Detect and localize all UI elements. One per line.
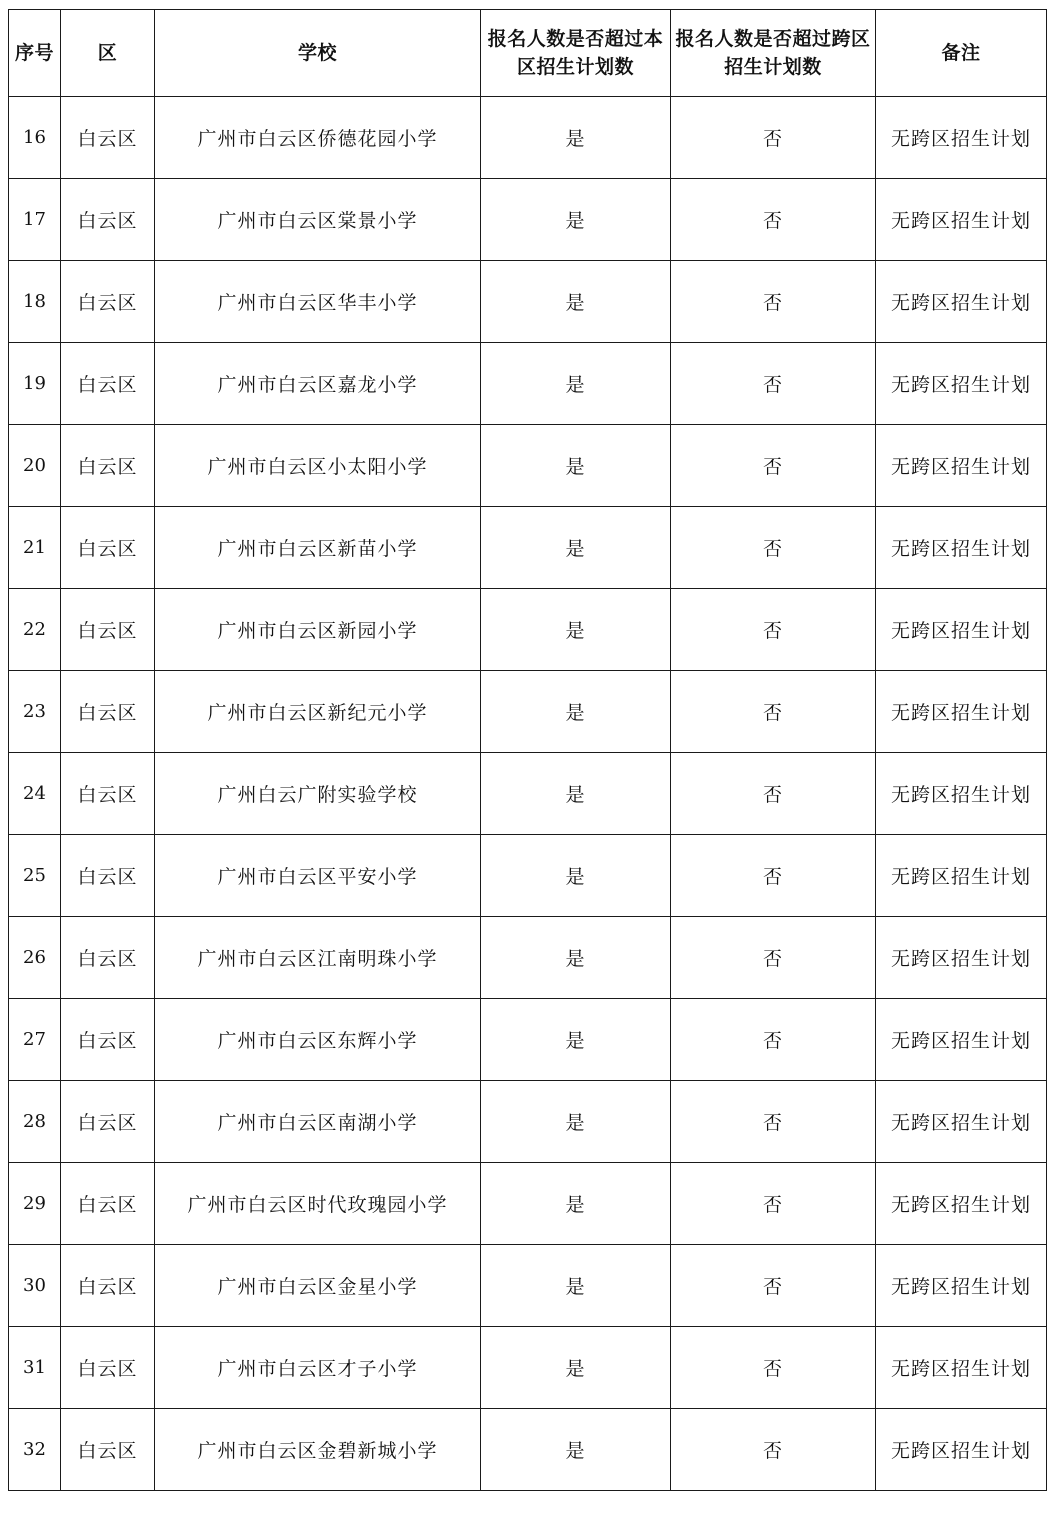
cell-seq: 29 [9, 1163, 61, 1245]
cell-exceed-cross: 否 [671, 425, 876, 507]
cell-seq: 18 [9, 261, 61, 343]
cell-exceed-cross: 否 [671, 343, 876, 425]
cell-seq: 26 [9, 917, 61, 999]
cell-district: 白云区 [61, 1081, 155, 1163]
cell-school: 广州市白云区南湖小学 [155, 1081, 481, 1163]
cell-exceed-local: 是 [481, 835, 671, 917]
cell-note: 无跨区招生计划 [876, 343, 1047, 425]
header-note: 备注 [876, 10, 1047, 97]
table-row [9, 343, 1047, 425]
cell-note: 无跨区招生计划 [876, 507, 1047, 589]
cell-note: 无跨区招生计划 [876, 1327, 1047, 1409]
cell-exceed-local: 是 [481, 589, 671, 671]
cell-exceed-cross: 否 [671, 1163, 876, 1245]
cell-note: 无跨区招生计划 [876, 1409, 1047, 1491]
cell-note: 无跨区招生计划 [876, 589, 1047, 671]
cell-exceed-local: 是 [481, 671, 671, 753]
cell-school: 广州市白云区华丰小学 [155, 261, 481, 343]
cell-exceed-local: 是 [481, 261, 671, 343]
cell-exceed-cross: 否 [671, 261, 876, 343]
cell-exceed-local: 是 [481, 507, 671, 589]
cell-exceed-local: 是 [481, 1409, 671, 1491]
cell-school: 广州市白云区新苗小学 [155, 507, 481, 589]
cell-note: 无跨区招生计划 [876, 97, 1047, 179]
cell-school: 广州市白云区新纪元小学 [155, 671, 481, 753]
cell-exceed-local: 是 [481, 753, 671, 835]
cell-exceed-local: 是 [481, 999, 671, 1081]
table-row [9, 1081, 1047, 1163]
cell-note: 无跨区招生计划 [876, 1081, 1047, 1163]
cell-district: 白云区 [61, 179, 155, 261]
cell-exceed-cross: 否 [671, 917, 876, 999]
cell-exceed-cross: 否 [671, 1081, 876, 1163]
cell-school: 广州市白云区才子小学 [155, 1327, 481, 1409]
table-row [9, 425, 1047, 507]
header-row [9, 10, 1047, 97]
cell-district: 白云区 [61, 999, 155, 1081]
cell-exceed-cross: 否 [671, 1245, 876, 1327]
table-row [9, 917, 1047, 999]
cell-note: 无跨区招生计划 [876, 425, 1047, 507]
table-row [9, 999, 1047, 1081]
cell-seq: 20 [9, 425, 61, 507]
cell-exceed-local: 是 [481, 179, 671, 261]
cell-exceed-cross: 否 [671, 589, 876, 671]
cell-district: 白云区 [61, 835, 155, 917]
cell-exceed-local: 是 [481, 917, 671, 999]
cell-school: 广州市白云区金星小学 [155, 1245, 481, 1327]
cell-exceed-local: 是 [481, 1245, 671, 1327]
cell-note: 无跨区招生计划 [876, 917, 1047, 999]
cell-exceed-local: 是 [481, 1327, 671, 1409]
cell-exceed-local: 是 [481, 1081, 671, 1163]
cell-exceed-local: 是 [481, 425, 671, 507]
cell-district: 白云区 [61, 917, 155, 999]
cell-district: 白云区 [61, 671, 155, 753]
cell-district: 白云区 [61, 507, 155, 589]
table-row [9, 589, 1047, 671]
cell-district: 白云区 [61, 1409, 155, 1491]
cell-exceed-local: 是 [481, 1163, 671, 1245]
cell-exceed-local: 是 [481, 97, 671, 179]
cell-seq: 16 [9, 97, 61, 179]
cell-seq: 21 [9, 507, 61, 589]
cell-exceed-cross: 否 [671, 753, 876, 835]
cell-seq: 28 [9, 1081, 61, 1163]
cell-school: 广州市白云区棠景小学 [155, 179, 481, 261]
cell-district: 白云区 [61, 589, 155, 671]
table-row [9, 1163, 1047, 1245]
cell-seq: 32 [9, 1409, 61, 1491]
cell-note: 无跨区招生计划 [876, 179, 1047, 261]
cell-seq: 25 [9, 835, 61, 917]
cell-exceed-cross: 否 [671, 1327, 876, 1409]
cell-school: 广州市白云区嘉龙小学 [155, 343, 481, 425]
cell-district: 白云区 [61, 261, 155, 343]
cell-seq: 27 [9, 999, 61, 1081]
cell-school: 广州市白云区江南明珠小学 [155, 917, 481, 999]
cell-seq: 31 [9, 1327, 61, 1409]
cell-exceed-cross: 否 [671, 179, 876, 261]
cell-school: 广州市白云区金碧新城小学 [155, 1409, 481, 1491]
cell-school: 广州市白云区时代玫瑰园小学 [155, 1163, 481, 1245]
header-exceed-cross: 报名人数是否超过跨区招生计划数 [671, 10, 876, 97]
table-row [9, 753, 1047, 835]
cell-exceed-cross: 否 [671, 671, 876, 753]
cell-district: 白云区 [61, 1245, 155, 1327]
cell-exceed-local: 是 [481, 343, 671, 425]
header-exceed-local: 报名人数是否超过本区招生计划数 [481, 10, 671, 97]
header-school: 学校 [155, 10, 481, 97]
cell-note: 无跨区招生计划 [876, 1245, 1047, 1327]
cell-note: 无跨区招生计划 [876, 753, 1047, 835]
table-row [9, 1409, 1047, 1491]
document-page [8, 9, 1047, 1491]
cell-note: 无跨区招生计划 [876, 999, 1047, 1081]
cell-note: 无跨区招生计划 [876, 671, 1047, 753]
cell-school: 广州白云广附实验学校 [155, 753, 481, 835]
cell-school: 广州市白云区小太阳小学 [155, 425, 481, 507]
cell-seq: 19 [9, 343, 61, 425]
cell-exceed-cross: 否 [671, 999, 876, 1081]
cell-school: 广州市白云区东辉小学 [155, 999, 481, 1081]
cell-school: 广州市白云区新园小学 [155, 589, 481, 671]
cell-district: 白云区 [61, 343, 155, 425]
table-row [9, 507, 1047, 589]
cell-district: 白云区 [61, 1163, 155, 1245]
cell-exceed-cross: 否 [671, 1409, 876, 1491]
cell-exceed-cross: 否 [671, 835, 876, 917]
cell-district: 白云区 [61, 425, 155, 507]
cell-note: 无跨区招生计划 [876, 261, 1047, 343]
header-district: 区 [61, 10, 155, 97]
table-row [9, 261, 1047, 343]
table-row [9, 179, 1047, 261]
cell-exceed-cross: 否 [671, 507, 876, 589]
cell-district: 白云区 [61, 97, 155, 179]
cell-seq: 17 [9, 179, 61, 261]
cell-district: 白云区 [61, 1327, 155, 1409]
cell-school: 广州市白云区侨德花园小学 [155, 97, 481, 179]
cell-seq: 30 [9, 1245, 61, 1327]
header-seq: 序号 [9, 10, 61, 97]
cell-district: 白云区 [61, 753, 155, 835]
table-row [9, 1327, 1047, 1409]
cell-seq: 22 [9, 589, 61, 671]
table-row [9, 1245, 1047, 1327]
table-row [9, 835, 1047, 917]
table-body [9, 97, 1047, 1491]
cell-seq: 23 [9, 671, 61, 753]
cell-seq: 24 [9, 753, 61, 835]
cell-note: 无跨区招生计划 [876, 835, 1047, 917]
table-header [9, 10, 1047, 97]
table-row [9, 671, 1047, 753]
table-row [9, 97, 1047, 179]
cell-school: 广州市白云区平安小学 [155, 835, 481, 917]
cell-note: 无跨区招生计划 [876, 1163, 1047, 1245]
cell-exceed-cross: 否 [671, 97, 876, 179]
enrollment-table [8, 9, 1047, 1491]
